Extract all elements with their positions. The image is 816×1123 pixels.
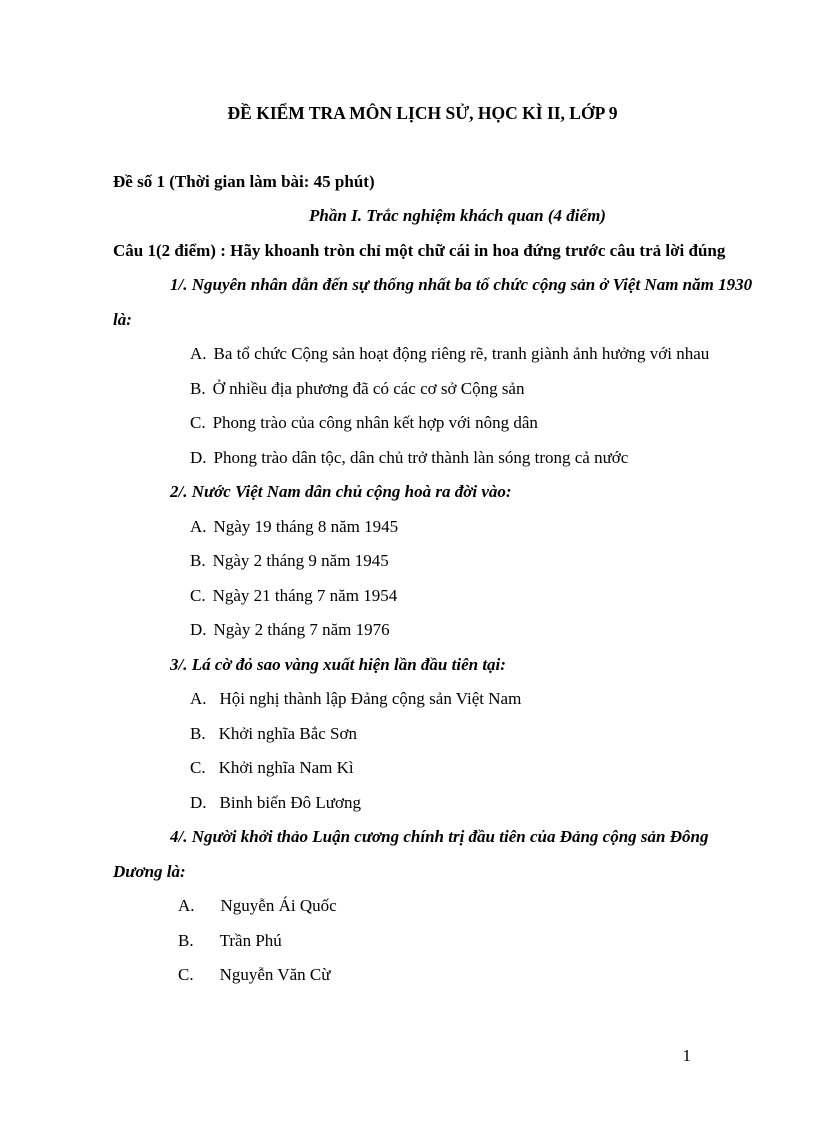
question-1-option-a (190, 337, 762, 372)
option-letter: C. (190, 413, 206, 432)
option-letter: A. (190, 689, 207, 708)
option-text: Binh biến Đô Lương (219, 792, 361, 812)
question-4-option-b (178, 924, 762, 959)
option-text: Ngày 21 tháng 7 năm 1954 (212, 585, 398, 605)
option-text: Trần Phú (219, 930, 282, 950)
question-3-options (190, 682, 762, 820)
question-4-option-c (178, 958, 762, 993)
question-1-option-d (190, 441, 762, 476)
option-letter: C. (190, 585, 206, 605)
question-4-prompt: 4/. Người khởi thảo Luận cương chính trị đầu tiên của Đảng cộng sản Đông Dương là: (113, 827, 709, 881)
question-instruction: Câu 1(2 điểm) : Hãy khoanh tròn chỉ một chữ cái in hoa đứng trước câu trả lời đúng (113, 240, 726, 260)
option-letter: A. (178, 896, 195, 915)
page-title: ĐỀ KIỂM TRA MÔN LỊCH SỬ, HỌC KÌ II, LỚP 9 (227, 103, 618, 123)
option-text: Khởi nghĩa Nam Kì (218, 758, 354, 777)
question-3-option-a (190, 682, 762, 717)
option-text: Hội nghị thành lập Đảng cộng sản Việt Nam (219, 689, 522, 708)
question-1-options (190, 337, 762, 475)
question-2-prompt: 2/. Nước Việt Nam dân chủ cộng hoà ra đời vào: (170, 482, 512, 501)
option-text: Khởi nghĩa Bắc Sơn (218, 723, 357, 743)
question-3-option-d (190, 786, 762, 821)
option-text: Nguyễn Ái Quốc (220, 896, 337, 915)
question-1-option-b (190, 372, 762, 407)
option-text: Phong trào dân tộc, dân chủ trở thành làn sóng trong cả nước (213, 447, 629, 467)
option-letter: D. (190, 620, 207, 639)
question-2-options (190, 510, 762, 648)
question-1-option-c (190, 406, 762, 441)
question-2 (113, 475, 762, 648)
option-text: Ngày 2 tháng 7 năm 1976 (213, 620, 390, 639)
section-heading: Phần I. Trắc nghiệm khách quan (4 điểm) (309, 206, 606, 225)
option-letter: B. (190, 723, 206, 743)
question-2-option-d (190, 613, 762, 648)
option-letter: B. (190, 378, 206, 398)
question-1 (113, 268, 762, 475)
question-2-option-c (190, 579, 762, 614)
option-letter: A. (190, 516, 207, 536)
question-4-options (178, 889, 762, 993)
option-text: Ngày 2 tháng 9 năm 1945 (212, 551, 389, 570)
option-text: Phong trào của công nhân kết hợp với nông dân (212, 413, 538, 432)
option-letter: D. (190, 447, 207, 467)
option-letter: C. (190, 758, 206, 777)
question-4-option-a (178, 889, 762, 924)
question-3-prompt: 3/. Lá cờ đỏ sao vàng xuất hiện lần đầu tiên tại: (170, 654, 506, 674)
exam-number: Đề số 1 (Thời gian làm bài: 45 phút) (113, 171, 375, 191)
question-3-option-c (190, 751, 762, 786)
option-text: Nguyễn Văn Cừ (219, 965, 331, 984)
question-4 (113, 820, 762, 993)
question-1-prompt: 1/. Nguyên nhân dẫn đến sự thống nhất ba tổ chức cộng sản ở Việt Nam năm 1930 là: (113, 275, 753, 329)
option-text: Ở nhiều địa phương đã có các cơ sở Cộng sản (212, 378, 525, 398)
option-text: Ba tổ chức Cộng sản hoạt động riêng rẽ, tranh giành ảnh hưởng với nhau (213, 344, 710, 363)
option-letter: C. (178, 965, 194, 984)
option-letter: A. (190, 344, 207, 363)
option-text: Ngày 19 tháng 8 năm 1945 (213, 516, 399, 536)
question-2-option-a (190, 510, 762, 545)
question-3-option-b (190, 717, 762, 752)
page-number: 1 (682, 1045, 691, 1065)
option-letter: D. (190, 792, 207, 812)
option-letter: B. (178, 930, 194, 950)
option-letter: B. (190, 551, 206, 570)
question-2-option-b (190, 544, 762, 579)
question-3 (113, 648, 762, 821)
